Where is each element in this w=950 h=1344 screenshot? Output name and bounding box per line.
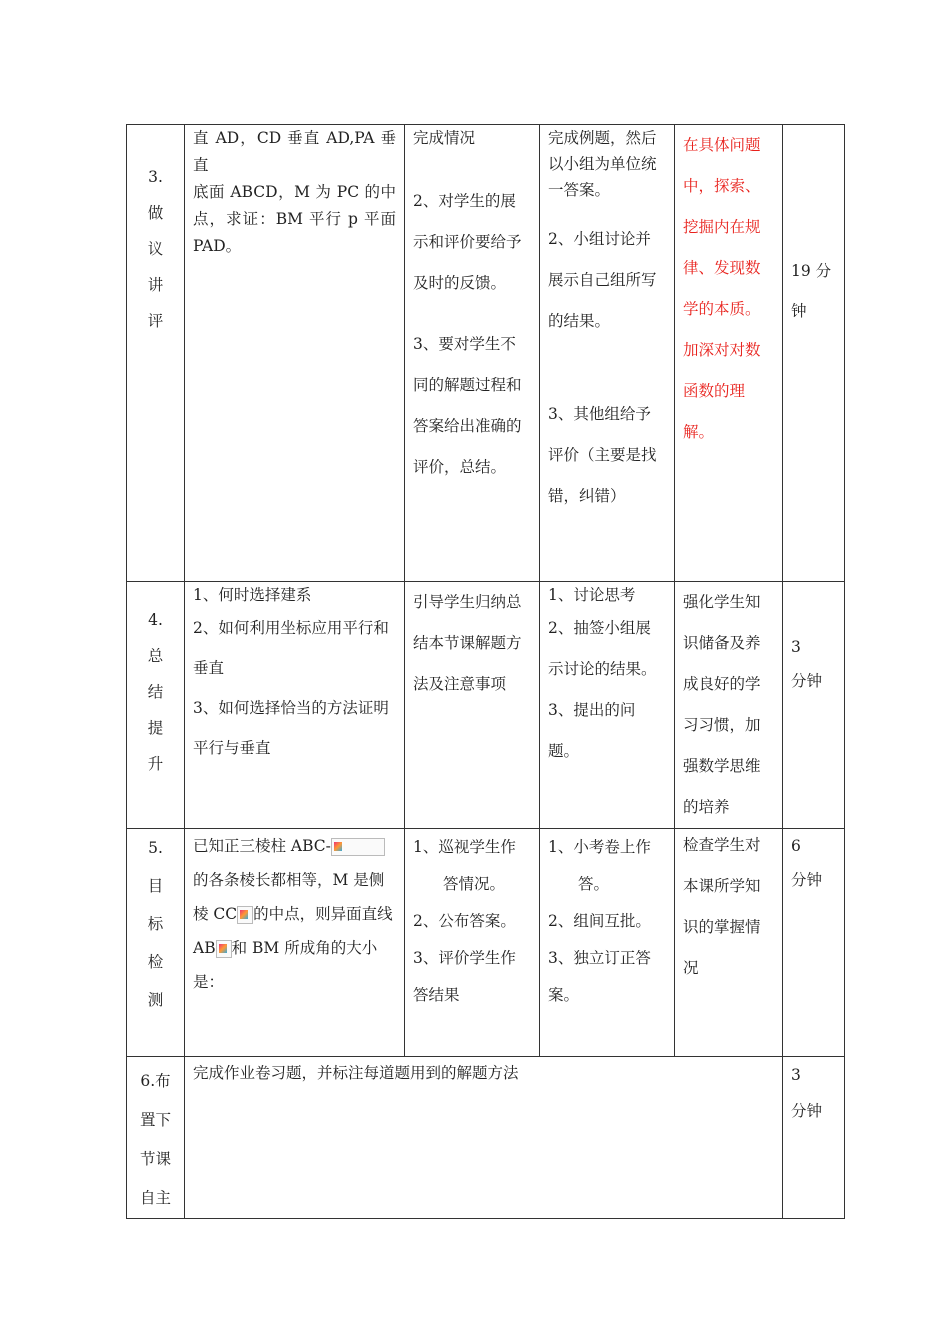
teacher-text: 1、巡视学生作	[413, 838, 516, 856]
content-line	[193, 829, 396, 863]
table-row	[127, 582, 845, 829]
homework-cell	[185, 1057, 783, 1219]
intent-text: 检查学生对本课所学知识的掌握情况	[683, 836, 761, 977]
content-text: 已知正三棱柱 ABC-	[193, 837, 331, 855]
design-intent-cell	[675, 829, 783, 1057]
stage-cell	[127, 829, 185, 1057]
teacher-text: 3、要对学生不同的解题过程和答案给出准确的评价，总结。	[413, 335, 522, 476]
stage-char: 评	[147, 312, 164, 330]
intent-text: 强化学生知识储备及养成良好的学习习惯，加强数学思维的培养	[683, 593, 761, 816]
content-line	[193, 897, 396, 931]
teacher-text: 完成情况	[413, 129, 476, 147]
stage-char: 测	[147, 991, 164, 1009]
teacher-activity-cell	[405, 125, 540, 582]
stage-char: 升	[147, 755, 164, 773]
time-number: 6	[791, 837, 801, 855]
content-line: 1、何时选择建系	[193, 586, 312, 604]
content-cell	[185, 125, 405, 582]
teacher-text: 2、公布答案。	[413, 912, 516, 930]
teacher-text: 3、评价学生作答结果	[413, 949, 516, 1004]
stage-number: 3.	[148, 168, 163, 186]
student-text: 2、抽签小组展示讨论的结果。	[548, 619, 657, 678]
content-cell	[185, 829, 405, 1057]
teacher-activity-cell	[405, 829, 540, 1057]
content-text: 和 BM 所成角的大小是：	[193, 939, 378, 991]
time-cell	[783, 582, 845, 829]
lesson-plan-table	[126, 124, 845, 1219]
student-text: 答。	[578, 875, 610, 893]
stage-char: 议	[147, 240, 164, 258]
stage-char: 标	[147, 915, 164, 933]
table-row	[127, 829, 845, 1057]
content-line: 2、如何利用坐标应用平行和垂直	[193, 619, 389, 677]
content-line: 点，求证：BM 平行 p 平面	[193, 210, 396, 228]
student-activity-cell	[540, 582, 675, 829]
content-text: 的中点，则异面直线	[253, 905, 393, 923]
teacher-text: 引导学生归纳总结本节课解题方法及注意事项	[413, 593, 522, 693]
student-text: 1、讨论思考	[548, 586, 636, 604]
stage-char: 检	[147, 953, 164, 971]
time-unit: 分钟	[791, 1102, 823, 1120]
content-line: 的各条棱长都相等，M 是侧	[193, 871, 385, 889]
stage-char: 自主	[139, 1189, 171, 1207]
stage-char: 讲	[147, 276, 164, 294]
homework-text: 完成作业卷习题，并标注每道题用到的解题方法	[193, 1064, 519, 1082]
content-line: PAD。	[193, 237, 242, 255]
stage-char: 结	[147, 683, 164, 701]
student-activity-cell	[540, 829, 675, 1057]
stage-char: 6.布	[140, 1072, 171, 1090]
time-cell	[783, 829, 845, 1057]
student-text: 2、小组讨论并展示自己组所写的结果。	[548, 230, 657, 330]
time-cell	[783, 1057, 845, 1219]
table-row	[127, 1057, 845, 1219]
stage-number: 4.	[148, 611, 163, 629]
student-text: 3、提出的问题。	[548, 701, 636, 760]
time-text: 19 分钟	[791, 262, 832, 320]
content-line: 底面 ABCD，M 为 PC 的中	[193, 183, 396, 201]
formula-image-icon	[237, 906, 253, 924]
student-text: 完成例题，然后以小组为单位统一答案。	[548, 129, 657, 199]
stage-char: 节课	[139, 1150, 171, 1168]
formula-image-icon	[216, 940, 232, 958]
stage-char: 提	[147, 719, 164, 737]
intent-text: 在具体问题中，探索、挖掘内在规律、发现数学的本质。加深对对数函数的理解。	[683, 136, 761, 441]
design-intent-cell	[675, 582, 783, 829]
content-text: AB	[193, 939, 216, 957]
formula-image-icon	[331, 838, 385, 856]
content-line: 3、如何选择恰当的方法证明平行与垂直	[193, 699, 389, 757]
content-line: 直 AD，CD 垂直 AD,PA 垂直	[193, 129, 396, 174]
content-text: 棱 CC	[193, 905, 238, 923]
stage-cell	[127, 125, 185, 582]
teacher-activity-cell	[405, 582, 540, 829]
time-number: 3	[791, 638, 801, 656]
teacher-text: 2、对学生的展示和评价要给予及时的反馈。	[413, 192, 522, 292]
stage-char: 总	[147, 647, 164, 665]
stage-char: 做	[147, 204, 164, 222]
stage-char: 置下	[139, 1111, 171, 1129]
stage-char: 目	[147, 877, 164, 895]
design-intent-cell	[675, 125, 783, 582]
stage-cell	[127, 1057, 185, 1219]
content-cell	[185, 582, 405, 829]
student-text: 3、独立订正答案。	[548, 949, 651, 1004]
time-cell	[783, 125, 845, 582]
time-unit: 分钟	[791, 871, 823, 889]
stage-cell	[127, 582, 185, 829]
teacher-text: 答情况。	[443, 875, 506, 893]
content-line	[193, 931, 396, 999]
stage-number: 5.	[148, 839, 163, 857]
student-activity-cell	[540, 125, 675, 582]
time-unit: 分钟	[791, 672, 823, 690]
time-number: 3	[791, 1066, 801, 1084]
student-text: 1、小考卷上作	[548, 838, 651, 856]
student-text: 3、其他组给予评价（主要是找错，纠错）	[548, 405, 657, 505]
table-row	[127, 125, 845, 582]
student-text: 2、组间互批。	[548, 912, 651, 930]
